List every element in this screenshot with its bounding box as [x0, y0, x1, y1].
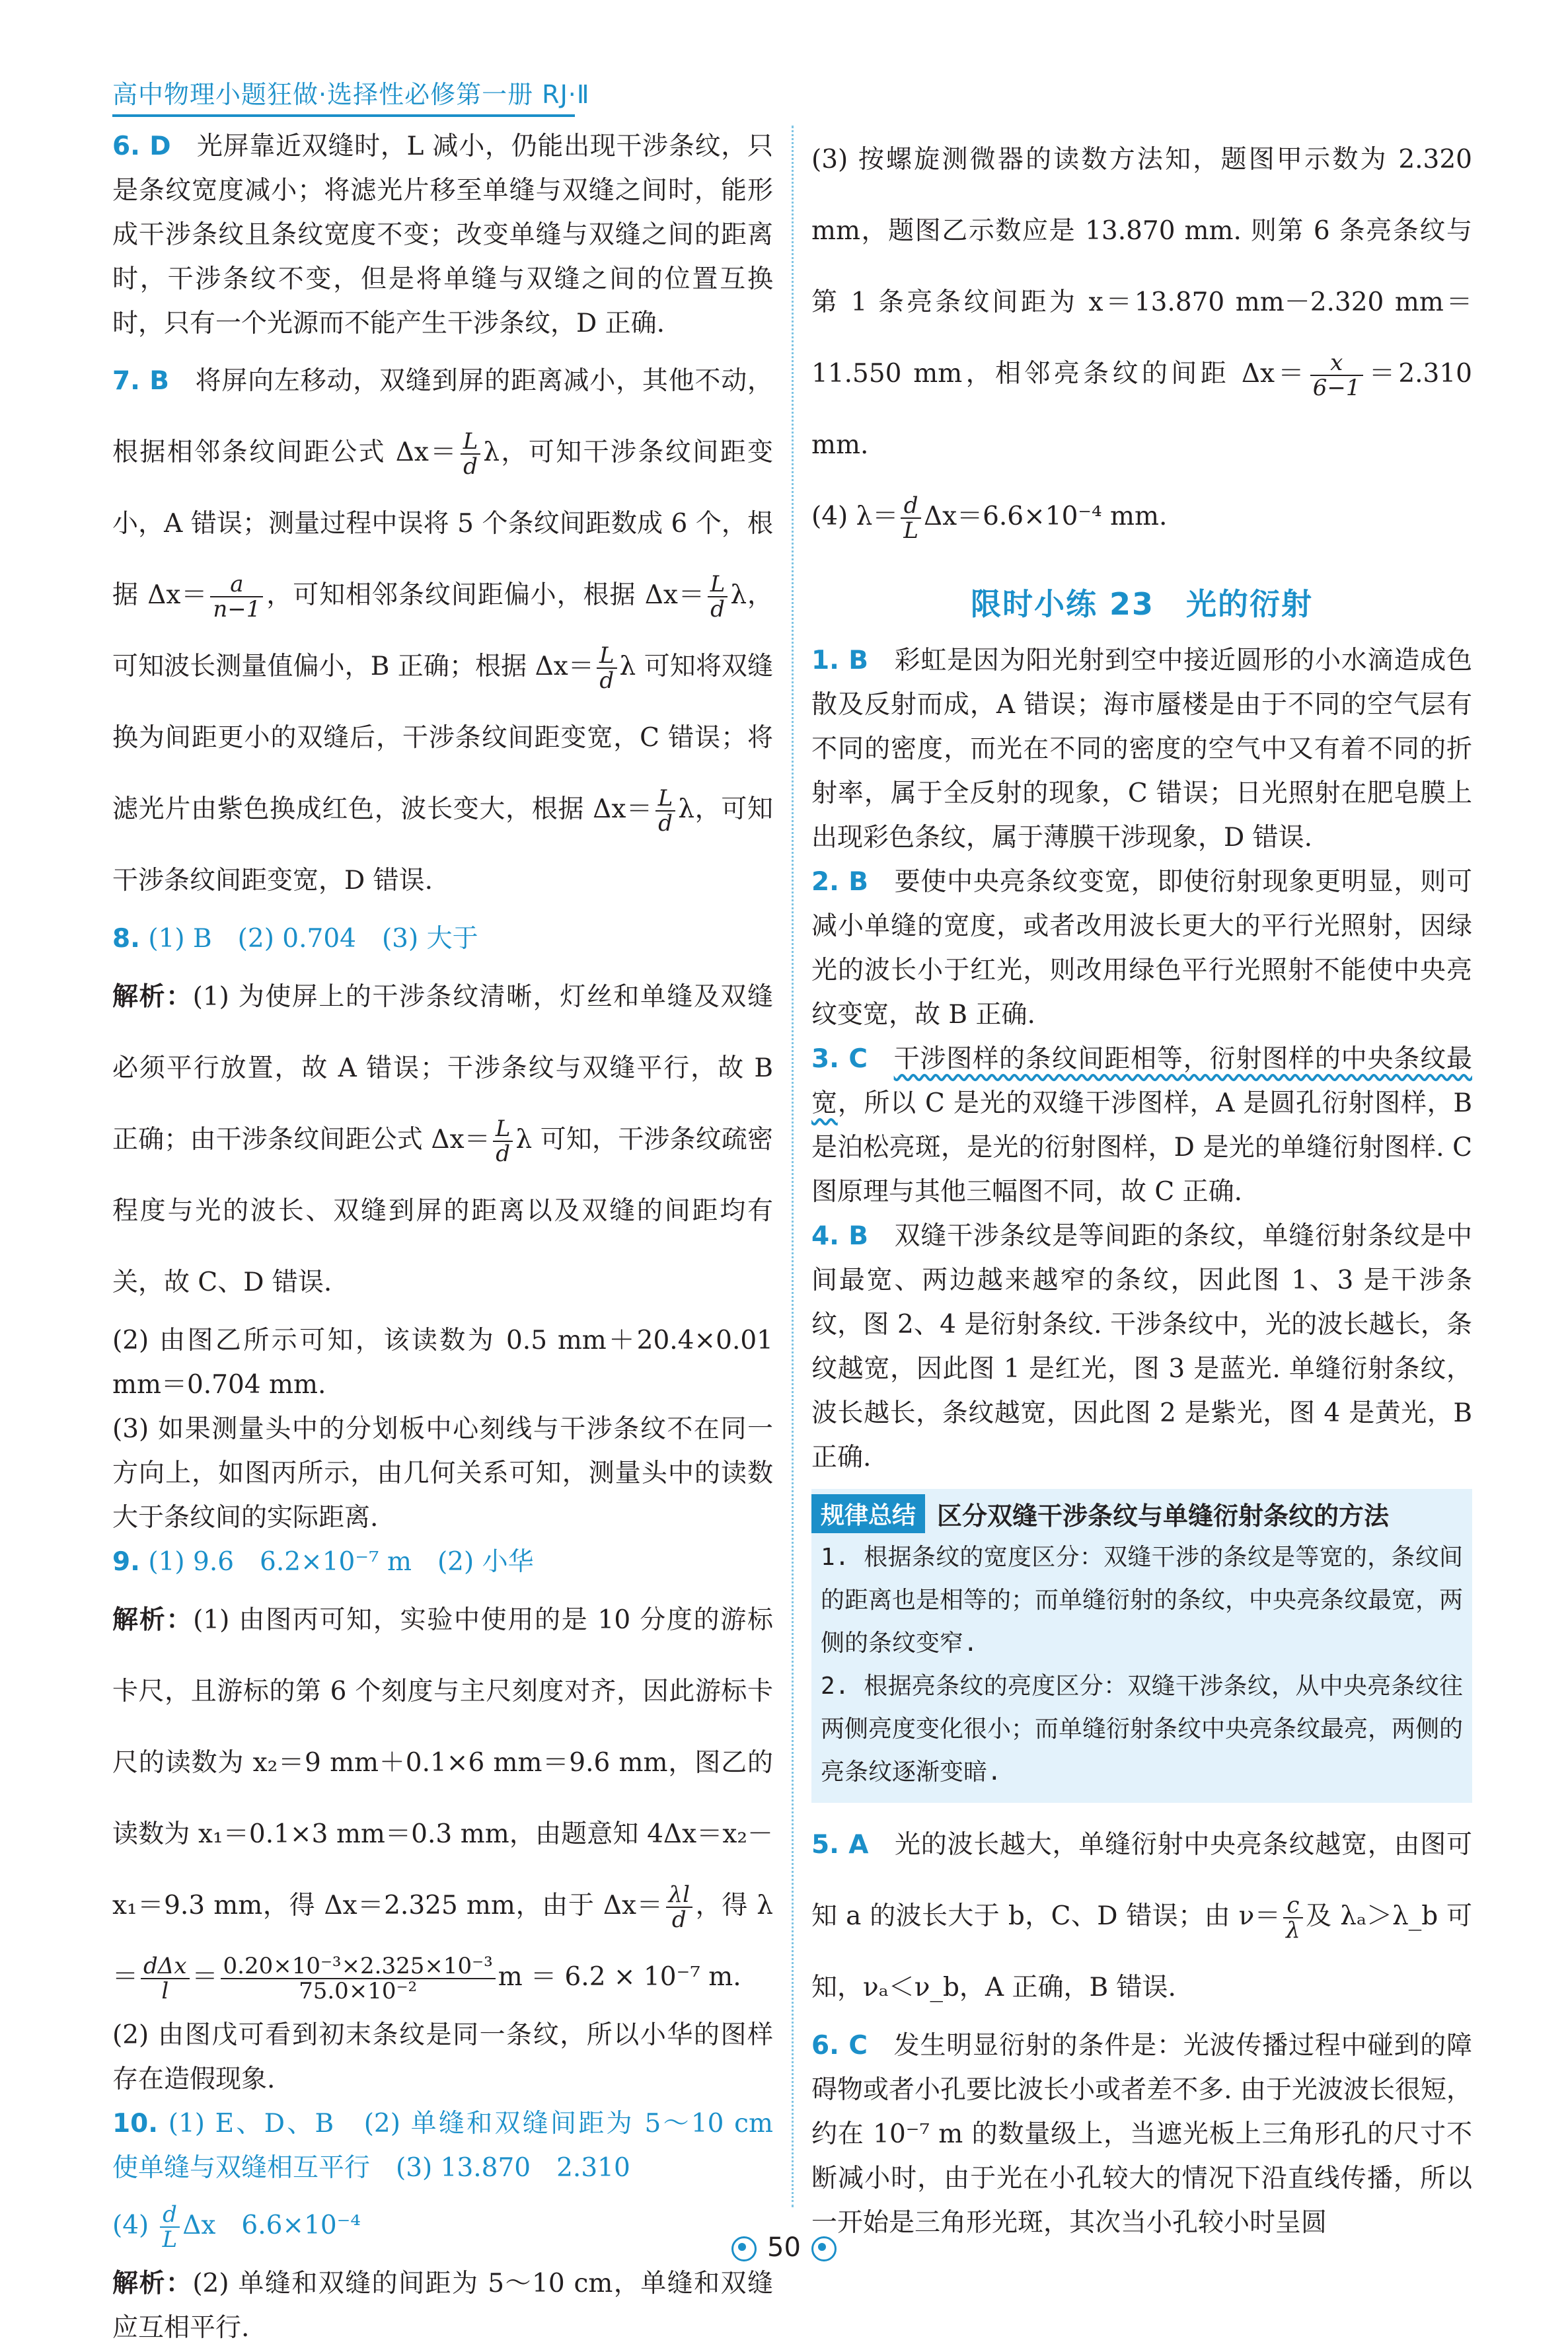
fraction: [666, 1883, 692, 1932]
answer-key: Δx 6.6×10⁻⁴: [182, 2211, 361, 2240]
answer-key: (1) 9.6 6.2×10⁻⁷ m (2) 小华: [148, 1547, 534, 1577]
page-number-text: 50: [767, 2232, 801, 2263]
page-number: [0, 2232, 1568, 2263]
answer-text: λ 可知将双缝换为间距更小的双缝后，干涉条纹间距变宽，C 错误；将滤光片由紫色换成红色，波长变大，根据 Δx＝: [112, 652, 773, 824]
fraction: [655, 786, 676, 835]
answer-text: λ，可知干涉条纹间距变小，A 错误；测量过程中误将 5 个条纹间距数成 6 个，根据 Δx＝: [112, 437, 774, 610]
numerator: L: [493, 1117, 513, 1142]
numerator: λl: [666, 1883, 692, 1908]
answer-r6: [811, 2024, 1472, 2245]
fraction: [901, 494, 921, 543]
answer-text: 光的波长越大，单缝衍射中央亮条纹越宽，由图可知 a 的波长大于 b，C、D 错误；由 ν＝: [811, 1830, 1472, 1931]
fraction: [1310, 351, 1363, 400]
right-column: [811, 124, 1472, 2245]
answer-label: 6. D: [112, 132, 171, 161]
numerator: c: [1283, 1893, 1303, 1918]
analysis-text: (3) 按螺旋测微器的读数方法知，题图甲示数为 2.320 mm，题图乙示数应是 13.870 mm. 则第 6 条亮条纹与第 1 条亮条纹间距为 x＝13.870 mm－2.320 mm＝11.550 mm，相邻亮条纹的间距 Δx＝: [811, 145, 1472, 389]
page-ornament-icon: [811, 2236, 837, 2261]
denominator: d: [710, 596, 725, 623]
answer-q6: [112, 124, 773, 346]
numerator: a: [210, 572, 263, 597]
answer-label: 1. B: [811, 646, 869, 675]
answer-label: 3. C: [811, 1044, 868, 1074]
answer-r2: [811, 860, 1472, 1037]
analysis-q9-part2: (2) 由图戊可看到初末条纹是同一条纹，所以小华的图样存在造假现象.: [112, 2020, 773, 2094]
answer-q9: [112, 1540, 773, 1584]
summary-box: [811, 1489, 1472, 1803]
analysis-text: λ ＝: [112, 1891, 773, 1992]
summary-title: 区分双缝干涉条纹与单缝衍射条纹的方法: [937, 1501, 1390, 1531]
numerator: L: [597, 644, 617, 669]
numerator: L: [655, 786, 676, 812]
answer-text: 发生明显衍射的条件是：光波传播过程中碰到的障碍物或者小孔要比波长小或者差不多. 由于光波波长很短，约在 10⁻⁷ m 的数量级上，当遮光板上三角形孔的尺寸不断减小时，由于光在小孔较大的情况下沿直线传播，所以一开始是三角形光斑，其次当小孔较小时呈圆: [811, 2031, 1472, 2238]
analysis-q10-part4: [811, 481, 1472, 552]
analysis-label: 解析：: [112, 1605, 194, 1635]
fraction: [461, 430, 481, 478]
answer-text: 光屏靠近双缝时，L 减小，仍能出现干涉条纹，只是条纹宽度减小；将滤光片移至单缝与双缝之间时，能形成干涉条纹且条纹宽度不变；改变单缝与双缝之间的距离时，干涉条纹不变，但是将单缝与双缝之间的位置互换时，只有一个光源而不能产生干涉条纹，D 正确.: [112, 132, 773, 338]
summary-point-1: 1. 根据条纹的宽度区分：双缝干涉的条纹是等宽的，条纹间的距离也是相等的；而单缝衍射的条纹，中央亮条纹最宽，两侧的条纹变窄.: [821, 1544, 1464, 1657]
analysis-q8-part2: (2) 由图乙所示可知，该读数为 0.5 mm＋20.4×0.01 mm＝0.704 mm.: [112, 1326, 773, 1400]
analysis-text: (4) λ＝: [811, 502, 899, 531]
answer-text: 双缝干涉条纹是等间距的条纹，单缝衍射条纹是中间最宽、两边越来越窄的条纹，因此图 1、3 是干涉条纹，图 2、4 是衍射条纹. 干涉条纹中，光的波长越长，条纹越宽，因此图 1 是红光，图 3 是蓝光. 单缝衍射条纹，波长越长，条纹越宽，因此图 2 是紫光，图 4 是黄光，B 正确.: [811, 1221, 1472, 1472]
book-title: 高中物理小题狂做·选择性必修第一册 RJ·Ⅱ: [112, 80, 590, 109]
page-ornament-icon: [731, 2236, 757, 2261]
answer-key: (1) E、D、B (2) 单缝和双缝间距为 5～10 cm 使单缝与双缝相互平行 (3) 13.870 2.310: [112, 2109, 799, 2183]
denominator: l: [161, 1978, 169, 2004]
numerator: d: [901, 494, 921, 519]
running-header: [112, 74, 621, 117]
analysis-q8: [112, 961, 773, 1318]
answer-text: ，所以 C 是光的双缝干涉图样，A 是圆孔衍射图样，B 是泊松亮斑，是光的衍射图样，D 是光的单缝衍射图样. C 图原理与其他三幅图不同，故 C 正确.: [811, 1088, 1472, 1207]
answer-r1: [811, 638, 1472, 860]
column-divider: [792, 126, 794, 2207]
answer-text: 根据相邻条纹间距公式 Δx＝: [112, 437, 458, 467]
answer-label: 2. B: [811, 867, 869, 897]
fraction: [597, 644, 617, 693]
denominator: n−1: [213, 596, 261, 623]
answer-r4: [811, 1214, 1472, 1480]
denominator: λ: [1286, 1917, 1300, 1944]
denominator: d: [599, 667, 615, 694]
answer-label: 9.: [112, 1547, 140, 1577]
answer-text: λ，可知干涉条纹间距变宽，D 错误.: [112, 794, 774, 895]
answer-q10: [112, 2102, 799, 2190]
answer-key: (4): [112, 2211, 149, 2240]
fraction: [708, 572, 728, 621]
answer-label: 6. C: [811, 2031, 868, 2061]
summary-header: [811, 1489, 1472, 1536]
analysis-label: 解析：: [112, 981, 193, 1012]
answer-label: 4. B: [811, 1221, 869, 1251]
analysis-q9: [112, 1584, 773, 2013]
denominator: d: [658, 810, 673, 837]
analysis-text: Δx＝6.6×10⁻⁴ mm.: [923, 502, 1168, 531]
numerator: L: [461, 430, 481, 455]
numerator: L: [708, 572, 728, 597]
fraction: [221, 1954, 496, 2003]
analysis-text: ＝: [192, 1962, 218, 1992]
analysis-q10: [112, 2261, 773, 2350]
denominator: d: [496, 1141, 511, 1167]
denominator: 6−1: [1312, 375, 1361, 401]
answer-text: 彩虹是因为阳光射到空中接近圆形的小水滴造成色散及反射而成，A 错误；海市蜃楼是由于不同的空气层有不同的密度，而光在不同的密度的空气中又有着不同的折射率，属于全反射的现象，C 错误；日光照射在肥皂膜上出现彩色条纹，属于薄膜干涉现象，D 错误.: [811, 646, 1472, 853]
analysis-text: m ＝ 6.2 × 10⁻⁷ m.: [498, 1962, 741, 1992]
numerator: x: [1310, 351, 1363, 376]
denominator: d: [671, 1907, 687, 1933]
left-column: [112, 124, 799, 2350]
answer-text: 及 λₐ＞λ_b 可知，νₐ＜ν_b，A 正确，B 错误.: [811, 1901, 1472, 2002]
analysis-q8-part3: (3) 如果测量头中的分划板中心刻线与干涉条纹不在同一方向上，如图丙所示，由几何关系可知，测量头中的读数大于条纹间的实际距离.: [112, 1414, 773, 1533]
answer-r5: [811, 1809, 1472, 2024]
denominator: 75.0×10⁻²: [299, 1978, 418, 2004]
answer-q7: [112, 346, 773, 917]
answer-r3: [811, 1037, 1472, 1214]
header-rule: [112, 114, 575, 117]
answer-text: ，可知相邻条纹间距偏小，根据 Δx＝: [266, 580, 705, 610]
denominator: L: [903, 517, 918, 544]
numerator: d: [160, 2203, 180, 2228]
answer-label: 8.: [112, 924, 140, 954]
denominator: d: [463, 453, 478, 480]
analysis-q10-part3: [811, 124, 1472, 481]
summary-point-2: 2. 根据亮条纹的亮度区分：双缝干涉条纹，从中央亮条纹往两侧亮度变化很小；而单缝衍射条纹中央亮条纹最亮，两侧的亮条纹逐渐变暗.: [821, 1673, 1464, 1786]
fraction: [210, 572, 263, 621]
answer-text: 要使中央亮条纹变宽，即使衍射现象更明显，则可减小单缝的宽度，或者改用波长更大的平行光照射，因绿光的波长小于红光，则改用绿色平行光照射不能使中央亮纹变宽，故 B 正确.: [811, 867, 1472, 1030]
underlined-key-point: 干涉图样的条纹间距相等，衍射图样的中央条纹最宽: [811, 1044, 1472, 1118]
answer-label: 10.: [112, 2109, 159, 2139]
analysis-text: (2) 单缝和双缝的间距为 5～10 cm，单缝和双缝应互相平行.: [112, 2269, 773, 2343]
section-title: 限时小练 23 光的衍射: [970, 586, 1314, 622]
fraction: [493, 1117, 513, 1166]
fraction: [1283, 1893, 1303, 1942]
summary-tag: 规律总结: [811, 1494, 925, 1533]
analysis-text: ，得: [694, 1891, 749, 1920]
answer-text: λ，可知波长测量值偏小，B 正确；根据 Δx＝: [112, 580, 773, 681]
analysis-text: λ 可知，干涉条纹疏密程度与光的波长、双缝到屏的距离以及双缝的间距均有关，故 C、D 错误.: [112, 1125, 773, 1297]
analysis-text: ＝2.310 mm.: [811, 359, 1472, 460]
analysis-text: (1) 由图丙可知，实验中使用的是 10 分度的游标卡尺，且游标的第 6 个刻度与主尺刻度对齐，因此游标卡尺的读数为 x₂＝9 mm＋0.1×6 mm＝9.6 mm，图乙的读数为 x₁＝0.1×3 mm＝0.3 mm，由题意知 4Δx＝x₂－x₁＝9.3 mm，得 Δx＝2.325 mm，由于 Δx＝: [112, 1605, 773, 1920]
answer-label: 5. A: [811, 1830, 869, 1860]
numerator: dΔx: [141, 1954, 190, 1979]
fraction: [141, 1954, 190, 2003]
numerator: 0.20×10⁻³×2.325×10⁻³: [221, 1954, 496, 1979]
analysis-text: (1) 为使屏上的干涉条纹清晰，灯丝和单缝及双缝必须平行放置，故 A 错误；干涉条纹与双缝平行，故 B 正确；由干涉条纹间距公式 Δx＝: [112, 982, 773, 1155]
denominator: L: [162, 2226, 178, 2253]
analysis-label: 解析：: [112, 2268, 193, 2298]
answer-q8: [112, 917, 773, 961]
answer-label: 7. B: [112, 366, 170, 396]
answer-key: (1) B (2) 0.704 (3) 大于: [148, 924, 478, 954]
answer-text: 将屏向左移动，双缝到屏的距离减小，其他不动，: [195, 366, 773, 396]
